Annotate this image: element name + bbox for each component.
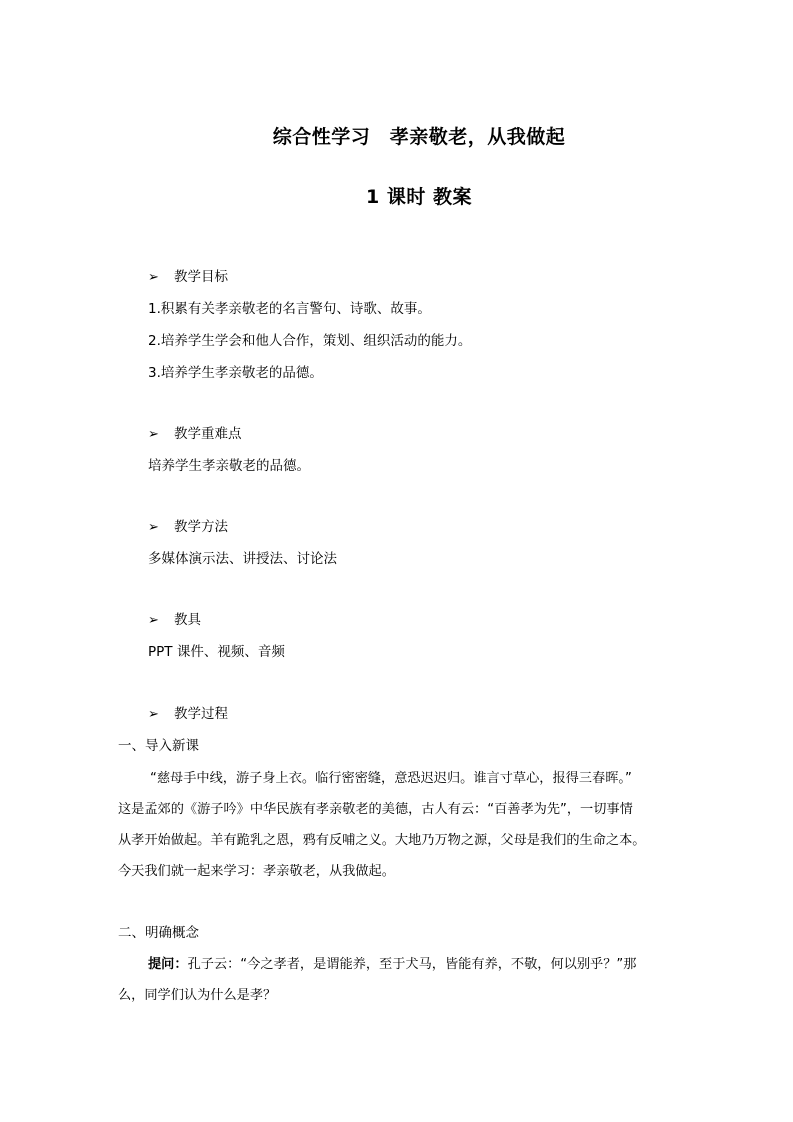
tools-text: PPT 课件、视频、音频 <box>148 644 285 660</box>
goal-item: 2.培养学生学会和他人合作，策划、组织活动的能力。 <box>148 333 472 349</box>
question-label: 提问： <box>148 957 188 972</box>
paragraph-line: “慈母手中线，游子身上衣。临行密密缝，意恐迟迟归。谁言寸草心，报得三春晖。” <box>150 771 632 786</box>
arrow-bullet-icon: ➢ <box>148 613 159 628</box>
section-heading-tools <box>148 614 201 628</box>
methods-text: 多媒体演示法、讲授法、讨论法 <box>148 551 337 567</box>
section-heading-label: 教学过程 <box>174 706 228 722</box>
paragraph-line: 这是孟郊的《游子吟》中华民族有孝亲敬老的美德，古人有云：“百善孝为先”，一切事情 <box>118 802 633 817</box>
section-heading-goals <box>148 271 228 285</box>
arrow-bullet-icon: ➢ <box>148 520 159 535</box>
paragraph-line: 今天我们就一起来学习：孝亲敬老，从我做起。 <box>118 864 395 879</box>
section-heading-process <box>148 708 228 722</box>
page-subtitle: 1 课时 教案 <box>366 186 472 208</box>
page-title: 综合性学习 孝亲敬老，从我做起 <box>272 126 566 148</box>
part-heading-concept: 二、明确概念 <box>118 925 199 941</box>
goal-item: 1.积累有关孝亲敬老的名言警句、诗歌、故事。 <box>148 301 431 317</box>
arrow-bullet-icon: ➢ <box>148 707 159 722</box>
section-heading-label: 教学方法 <box>174 519 228 535</box>
question-text: 孔子云：“今之孝者，是谓能养，至于犬马，皆能有养，不敬，何以别乎？”那 <box>187 957 637 972</box>
section-heading-label: 教学重难点 <box>174 426 242 442</box>
section-heading-label: 教具 <box>174 612 201 628</box>
part-heading-intro: 一、导入新课 <box>118 738 199 754</box>
key-points-text: 培养学生孝亲敬老的品德。 <box>148 458 310 474</box>
paragraph-line: 从孝开始做起。羊有跪乳之恩，鸦有反哺之义。大地乃万物之源，父母是我们的生命之本。 <box>118 833 646 848</box>
arrow-bullet-icon: ➢ <box>148 427 159 442</box>
question-line <box>148 958 636 971</box>
section-heading-methods <box>148 521 228 535</box>
section-heading-key-points <box>148 428 242 442</box>
goal-item: 3.培养学生孝亲敬老的品德。 <box>148 365 323 381</box>
question-line-cont: 么，同学们认为什么是孝？ <box>118 988 277 1003</box>
section-heading-label: 教学目标 <box>174 269 228 285</box>
arrow-bullet-icon: ➢ <box>148 270 159 285</box>
